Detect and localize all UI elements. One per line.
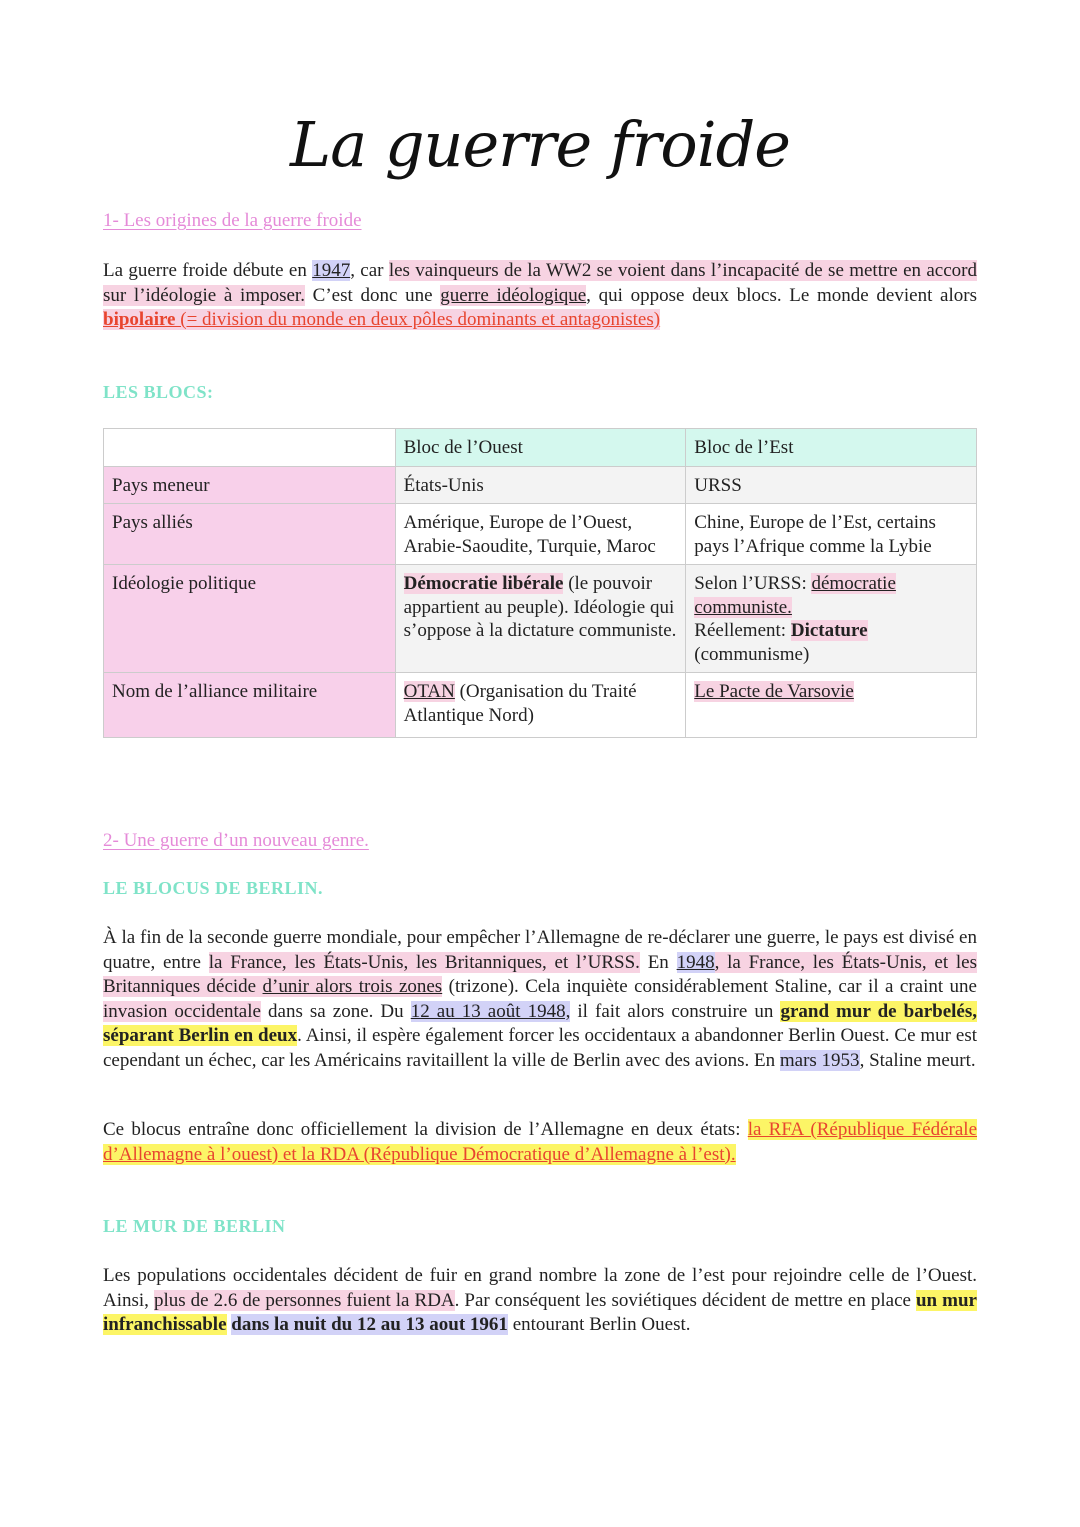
text: C’est donc une — [304, 284, 441, 306]
highlight-year: 1948 — [676, 951, 715, 973]
highlight-bold: Dictature — [790, 620, 868, 641]
highlight-pink-underlined: guerre idéologique — [440, 284, 587, 306]
highlight-yellow-red: la RFA (République Fédérale d’Allemagne à l’ouest) et la RDA (République Démocratique d’Allemagne à l’est). — [103, 1119, 977, 1165]
highlight-date: mars 1953 — [779, 1049, 860, 1071]
mur-heading: LE MUR DE BERLIN — [103, 1216, 286, 1236]
highlight-red-bold: bipolaire — [103, 309, 176, 330]
cell-est — [686, 565, 977, 673]
highlight-date: 12 au 13 août 1948, — [410, 1000, 571, 1022]
blocs-heading: LES BLOCS: — [103, 382, 214, 402]
page-title: La guerre froide — [290, 108, 790, 181]
row-label: Idéologie politique — [104, 565, 396, 673]
text: À la fin de la seconde guerre mondiale, pour empêcher l’Allemagne de re-déclarer une guerre, le pays est divisé en quatre, entre — [103, 927, 977, 973]
division-paragraph — [103, 1118, 977, 1167]
table-row — [104, 466, 977, 504]
cell-ouest — [395, 565, 686, 673]
text: il fait alors construire un — [570, 1000, 781, 1022]
highlight-year: 1947 — [312, 260, 351, 281]
text: Les populations occidentales décident de fuir en grand nombre la zone de l’est pour rejoindre celle de l’Ouest. Ainsi, — [103, 1265, 977, 1311]
cell-ouest: États-Unis — [395, 466, 686, 504]
highlight-underlined: OTAN — [403, 681, 455, 702]
text: entourant Berlin Ouest. — [507, 1314, 691, 1335]
blocus-paragraph — [103, 926, 977, 1073]
text: . Par conséquent les soviétiques décident de mettre en place — [454, 1289, 916, 1311]
text: dans sa zone. Du — [260, 1000, 411, 1022]
text: En — [639, 951, 677, 973]
highlight-pink: la France, les États-Unis, les Britanniques, et l’URSS. — [208, 951, 640, 973]
table-header-ouest: Bloc de l’Ouest — [395, 429, 686, 467]
cell-est: Chine, Europe de l’Est, certains pays l’Afrique comme la Lybie — [686, 504, 977, 565]
row-label: Nom de l’alliance militaire — [104, 673, 396, 738]
highlight-bold: Démocratie libérale — [403, 573, 564, 594]
highlight-yellow-bold: grand mur de barbelés, séparant Berlin en deux — [103, 1000, 978, 1046]
highlight-pink: les vainqueurs de la WW2 se voient dans l’incapacité de se mettre en accord sur l’idéologie à imposer. — [103, 260, 977, 306]
row-label: Pays alliés — [104, 504, 396, 565]
cell-est: URSS — [686, 466, 977, 504]
table-row — [104, 673, 977, 738]
text: Réellement: — [694, 620, 791, 641]
section-2-heading: 2- Une guerre d’un nouveau genre. — [103, 830, 369, 851]
intro-paragraph — [103, 259, 977, 333]
highlight-underlined: Le Pacte de Varsovie — [694, 681, 854, 702]
cell-est — [686, 673, 977, 738]
highlight-red-definition: (= division du monde en deux pôles dominants et antagonistes) — [175, 309, 661, 330]
text: (Organisation du Traité Atlantique Nord) — [403, 681, 637, 726]
text: Selon l’URSS: — [694, 573, 812, 594]
text: Ce blocus entraîne donc officiellement la division de l’Allemagne en deux états: — [103, 1119, 748, 1140]
highlight-underlined: démocratie communiste. — [694, 573, 896, 618]
highlight-yellow-bold: un mur infranchissable — [103, 1289, 977, 1335]
highlight-date-bold: dans la nuit du 12 au 13 aout 1961 — [231, 1314, 508, 1335]
table-header-row — [104, 429, 977, 467]
mur-paragraph — [103, 1264, 977, 1338]
table-header-est: Bloc de l’Est — [686, 429, 977, 467]
highlight-pink-underlined: d’unir alors trois zones — [262, 976, 443, 997]
text: , qui oppose deux blocs. Le monde devient alors — [586, 284, 977, 306]
blocs-table — [103, 428, 977, 738]
highlight-pink: plus de 2.6 de personnes fuient la RDA — [153, 1289, 455, 1311]
text: (communisme) — [694, 643, 810, 665]
blocus-heading: LE BLOCUS DE BERLIN. — [103, 878, 324, 898]
text: , Staline meurt. — [859, 1049, 976, 1071]
text: (trizone). Cela inquiète considérablement Staline, car il a craint une — [442, 976, 977, 997]
table-corner-cell — [104, 429, 396, 467]
text: La guerre froide débute en — [103, 260, 313, 281]
text: . Ainsi, il espère également forcer les occidentaux a abandonner Berlin Ouest. Ce mur est cependant un échec, car les Américains ravitaillent la ville de Berlin avec des avions. En — [103, 1025, 978, 1071]
row-label: Pays meneur — [104, 466, 396, 504]
text: , car — [350, 260, 389, 281]
table-row — [104, 504, 977, 565]
table-row — [104, 565, 977, 673]
highlight-pink: invasion occidentale — [103, 1000, 261, 1022]
section-1-heading: 1- Les origines de la guerre froide — [103, 210, 362, 231]
cell-ouest: Amérique, Europe de l’Ouest, Arabie-Saoudite, Turquie, Maroc — [395, 504, 686, 565]
cell-ouest — [395, 673, 686, 738]
highlight-pink: , la France, les États-Unis, et les Britanniques décide — [103, 951, 977, 997]
text: (le pouvoir appartient au peuple). Idéologie qui s’oppose à la dictature communiste. — [403, 573, 677, 641]
